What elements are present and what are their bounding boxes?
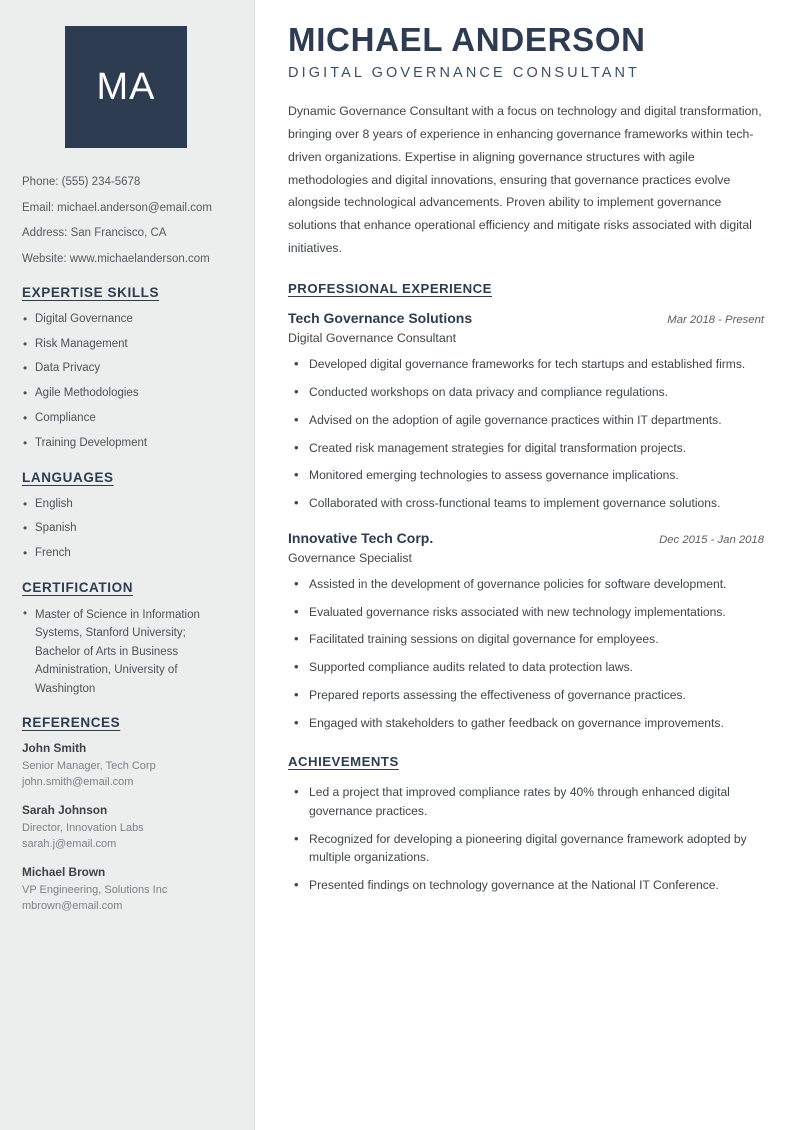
list-item: • Facilitated training sessions on digital governance for employees.	[288, 630, 764, 649]
main-content	[255, 0, 800, 1130]
employment-dates: Mar 2018 - Present	[667, 314, 764, 327]
list-item: • Developed digital governance frameworks for tech startups and established firms.	[288, 355, 764, 374]
list-item: • Agile Methodologies	[22, 385, 230, 403]
reference-title: Senior Manager, Tech Corp	[22, 759, 156, 772]
list-item: • Advised on the adoption of agile governance practices within IT departments.	[288, 411, 764, 430]
list-item: • English	[22, 496, 230, 514]
reference-email: mbrown@email.com	[22, 900, 123, 913]
section-professional-experience	[288, 281, 764, 732]
responsibilities-list	[288, 355, 764, 512]
reference-email: sarah.j@email.com	[22, 838, 117, 851]
job-role-subtitle: DIGITAL GOVERNANCE CONSULTANT	[288, 65, 641, 82]
list-item: • Prepared reports assessing the effectiveness of governance practices.	[288, 686, 764, 705]
list-item: • Led a project that improved compliance rates by 40% through enhanced digital governance practices.	[288, 783, 764, 820]
employment-dates: Dec 2015 - Jan 2018	[659, 533, 764, 546]
list-item: • Assisted in the development of governance policies for software development.	[288, 575, 764, 594]
list-item: • Evaluated governance risks associated with new technology implementations.	[288, 603, 764, 622]
list-item: • Collaborated with cross-functional teams to implement governance solutions.	[288, 494, 764, 513]
list-item: • Compliance	[22, 410, 230, 428]
contact-info	[22, 174, 230, 268]
reference-name: Sarah Johnson	[22, 802, 108, 817]
contact-website: Website: www.michaelanderson.com	[22, 253, 210, 266]
list-item: • Recognized for developing a pioneering digital governance framework adopted by multiple organizations.	[288, 830, 764, 867]
experience-entry-header	[288, 310, 764, 326]
section-heading-languages: LANGUAGES	[22, 469, 114, 485]
section-heading-references: REFERENCES	[22, 714, 121, 730]
list-item: • Digital Governance	[22, 311, 230, 329]
company-name: Tech Governance Solutions	[288, 310, 473, 327]
section-heading-skills: EXPERTISE SKILLS	[22, 284, 160, 300]
languages-list	[22, 496, 230, 563]
section-references	[22, 715, 230, 915]
contact-address: Address: San Francisco, CA	[22, 227, 167, 240]
achievements-list	[288, 783, 764, 895]
reference-title: VP Engineering, Solutions Inc	[22, 883, 168, 896]
reference-email: john.smith@email.com	[22, 776, 134, 789]
page-title: MICHAEL ANDERSON	[288, 21, 646, 58]
reference-name: John Smith	[22, 740, 87, 755]
section-heading-experience: PROFESSIONAL EXPERIENCE	[288, 281, 492, 297]
reference-name: Michael Brown	[22, 864, 106, 879]
list-item: • Master of Science in Information Systems, Stanford University; Bachelor of Arts in Business Administration, University of Washington	[22, 606, 230, 698]
list-item: • Spanish	[22, 520, 230, 538]
position-title: Digital Governance Consultant	[288, 331, 457, 346]
section-heading-certification: CERTIFICATION	[22, 580, 134, 595]
list-item: • Engaged with stakeholders to gather feedback on governance improvements.	[288, 714, 764, 733]
profile-summary: Dynamic Governance Consultant with a focus on technology and digital transformation, bringing over 8 years of experience in enhancing governance frameworks within tech-driven organizations. Expertise in aligning governance structures with agile methodologies and digital innovations, ensuring that governance practices evolve alongside technological advancements. Proven ability to implement governance solutions that enhance operational efficiency and mitigate risks associated with digital initiatives.	[288, 104, 762, 255]
list-item	[22, 865, 230, 915]
list-item: • Presented findings on technology governance at the National IT Conference.	[288, 876, 764, 895]
list-item: • French	[22, 545, 230, 563]
list-item: • Created risk management strategies for digital transformation projects.	[288, 439, 764, 458]
skills-list	[22, 311, 230, 453]
responsibilities-list	[288, 575, 764, 732]
section-achievements	[288, 754, 764, 895]
list-item: • Risk Management	[22, 336, 230, 354]
list-item	[22, 741, 230, 791]
contact-phone: Phone: (555) 234-5678	[22, 176, 141, 188]
avatar-container	[22, 0, 230, 148]
list-item: • Conducted workshops on data privacy and compliance regulations.	[288, 383, 764, 402]
company-name: Innovative Tech Corp.	[288, 529, 434, 546]
avatar: MA	[65, 26, 187, 148]
list-item: • Monitored emerging technologies to assess governance implications.	[288, 466, 764, 485]
section-heading-achievements: ACHIEVEMENTS	[288, 754, 399, 770]
list-item: • Supported compliance audits related to data protection laws.	[288, 658, 764, 677]
list-item	[22, 803, 230, 853]
experience-entry-header	[288, 530, 764, 546]
sidebar	[0, 0, 255, 1130]
experience-entry	[288, 530, 764, 732]
list-item: • Training Development	[22, 435, 230, 453]
list-item: • Data Privacy	[22, 360, 230, 378]
contact-email: Email: michael.anderson@email.com	[22, 201, 212, 214]
reference-title: Director, Innovation Labs	[22, 821, 144, 834]
section-languages	[22, 470, 230, 563]
position-title: Governance Specialist	[288, 550, 412, 565]
section-certification	[22, 580, 230, 698]
experience-entry	[288, 310, 764, 512]
section-expertise-skills	[22, 285, 230, 453]
